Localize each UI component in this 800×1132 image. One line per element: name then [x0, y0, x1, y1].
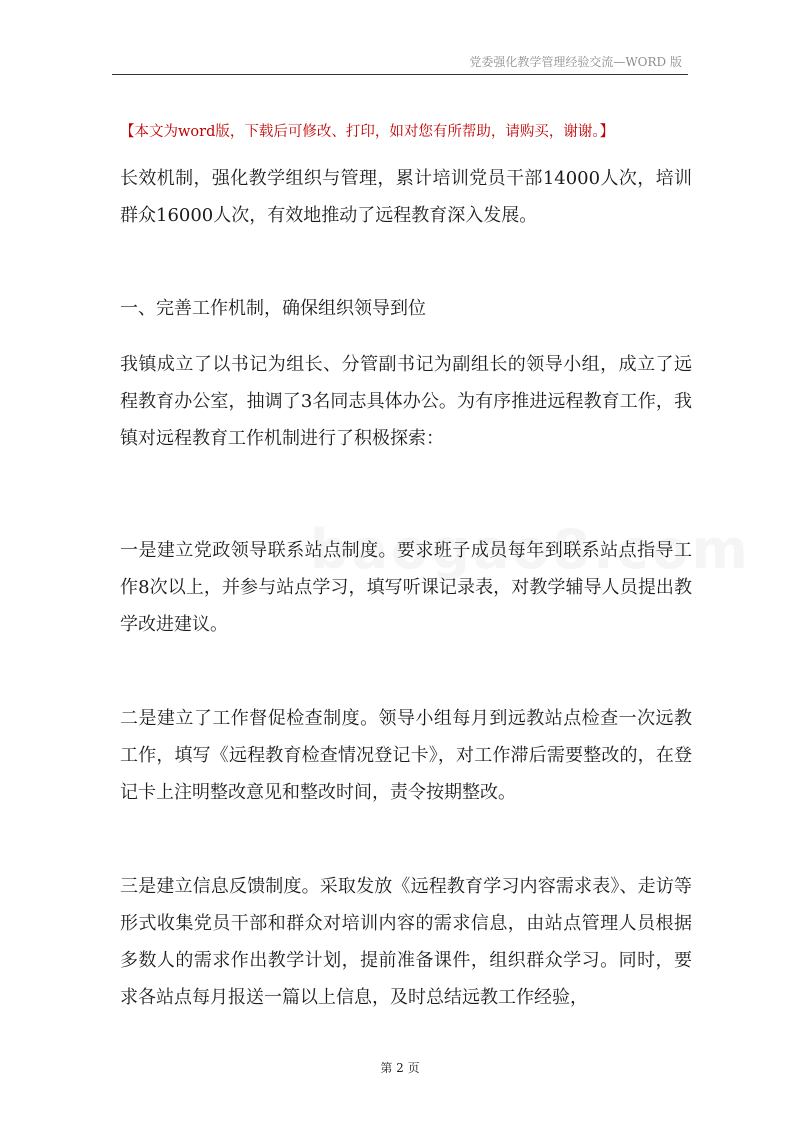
download-notice: 【本文为word版，下载后可修改、打印，如对您有所帮助，请购买，谢谢。】 — [120, 124, 615, 140]
page-number: 第 2 页 — [380, 1061, 420, 1075]
paragraph-inspection-system: 二是建立了工作督促检查制度。领导小组每月到远教站点检查一次远教工作，填写《远程教育检查情况登记卡》，对工作滞后需要整改的，在登记卡上注明整改意见和整改时间，责令按期整改。 — [120, 708, 692, 803]
paragraph-contact-system: 一是建立党政领导联系站点制度。要求班子成员每年到联系站点指导工作8次以上，并参与站点学习，填写听课记录表，对教学辅导人员提出教学改进建议。 — [120, 540, 692, 635]
paragraph-leadership: 我镇成立了以书记为组长、分管副书记为副组长的领导小组，成立了远程教育办公室，抽调了3名同志具体办公。为有序推进远程教育工作，我镇对远程教育工作机制进行了积极探索： — [120, 354, 692, 449]
header-divider — [112, 74, 688, 75]
paragraph-intro: 长效机制，强化教学组织与管理，累计培训党员干部14000人次，培训群众16000人次，有效地推动了远程教育深入发展。 — [120, 168, 692, 226]
document-header-title: 党委强化教学管理经验交流—WORD 版 — [469, 55, 682, 69]
paragraph-feedback-system: 三是建立信息反馈制度。采取发放《远程教育学习内容需求表》、走访等形式收集党员干部和群众对培训内容的需求信息，由站点管理人员根据多数人的需求作出教学计划，提前准备课件，组织群众学习。同时，要求各站点每月报送一篇以上信息，及时总结远教工作经验， — [120, 876, 692, 1008]
section-heading: 一、完善工作机制，确保组织领导到位 — [120, 298, 426, 319]
